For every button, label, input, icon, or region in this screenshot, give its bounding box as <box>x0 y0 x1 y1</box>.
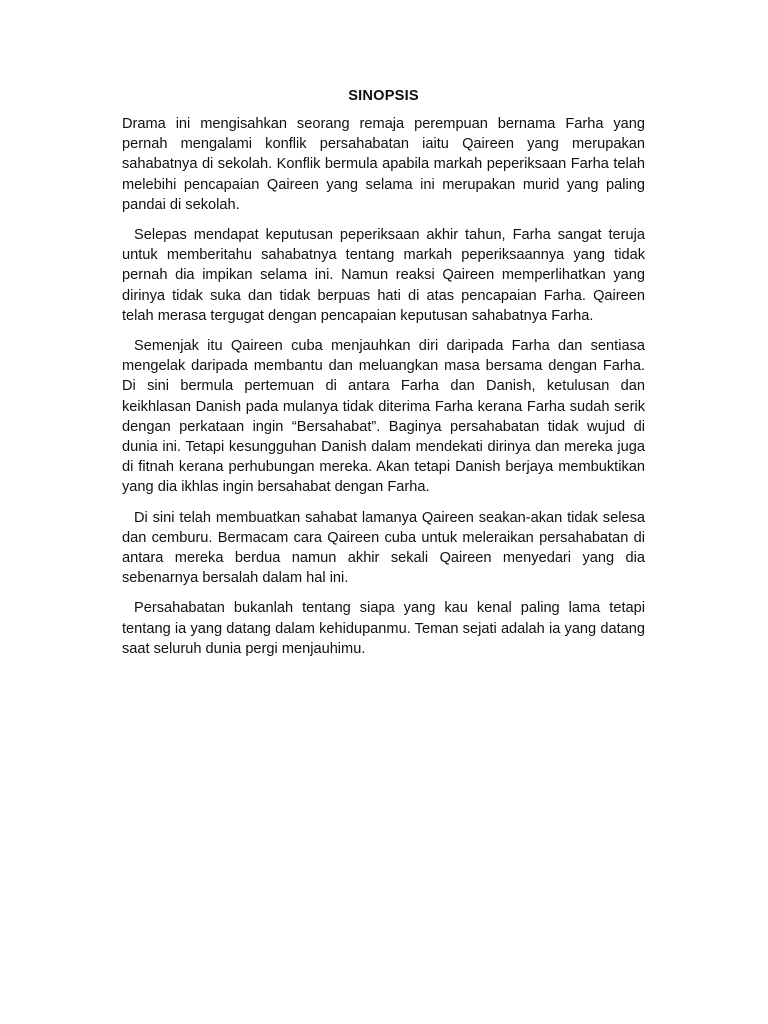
paragraph-1: Drama ini mengisahkan seorang remaja perempuan bernama Farha yang pernah mengalami konflik persahabatan iaitu Qaireen yang merupakan sahabatnya di sekolah. Konflik bermula apabila markah peperiksaan Farha telah melebihi pencapaian Qaireen yang selama ini merupakan murid yang paling pandai di sekolah. <box>122 116 645 213</box>
paragraph-2: Selepas mendapat keputusan peperiksaan akhir tahun, Farha sangat teruja untuk memberitahu sahabatnya tentang markah peperiksaannya yang tidak pernah dia impikan selama ini. Namun reaksi Qaireen memperlihatkan yang dirinya tidak suka dan tidak berpuas hati di atas pencapaian Farha. Qaireen telah merasa tergugat dengan pencapaian keputusan sahabatnya Farha. <box>122 227 645 324</box>
document-title: SINOPSIS <box>348 88 419 104</box>
paragraph-4: Di sini telah membuatkan sahabat lamanya Qaireen seakan-akan tidak selesa dan cemburu. Bermacam cara Qaireen cuba untuk meleraikan persahabatan di antara mereka berdua namun akhir sekali Qaireen menyedari yang dia sebenarnya bersalah dalam hal ini. <box>122 509 645 587</box>
paragraph-5: Persahabatan bukanlah tentang siapa yang kau kenal paling lama tetapi tentang ia yang datang dalam kehidupanmu. Teman sejati adalah ia yang datang saat seluruh dunia pergi menjauhimu. <box>122 600 645 657</box>
document-body <box>122 86 645 669</box>
paragraph-3: Semenjak itu Qaireen cuba menjauhkan diri daripada Farha dan sentiasa mengelak daripada membantu dan meluangkan masa bersama dengan Farha. Di sini bermula pertemuan di antara Farha dan Danish, ketulusan dan keikhlasan Danish pada mulanya tidak diterima Farha kerana Farha sudah serik dengan perkataan ingin “Bersahabat”. Baginya persahabatan tidak wujud di dunia ini. Tetapi kesungguhan Danish dalam mendekati dirinya dan mereka juga di fitnah kerana perhubungan mereka. Akan tetapi Danish berjaya membuktikan yang dia ikhlas ingin bersahabat dengan Farha. <box>122 338 645 496</box>
